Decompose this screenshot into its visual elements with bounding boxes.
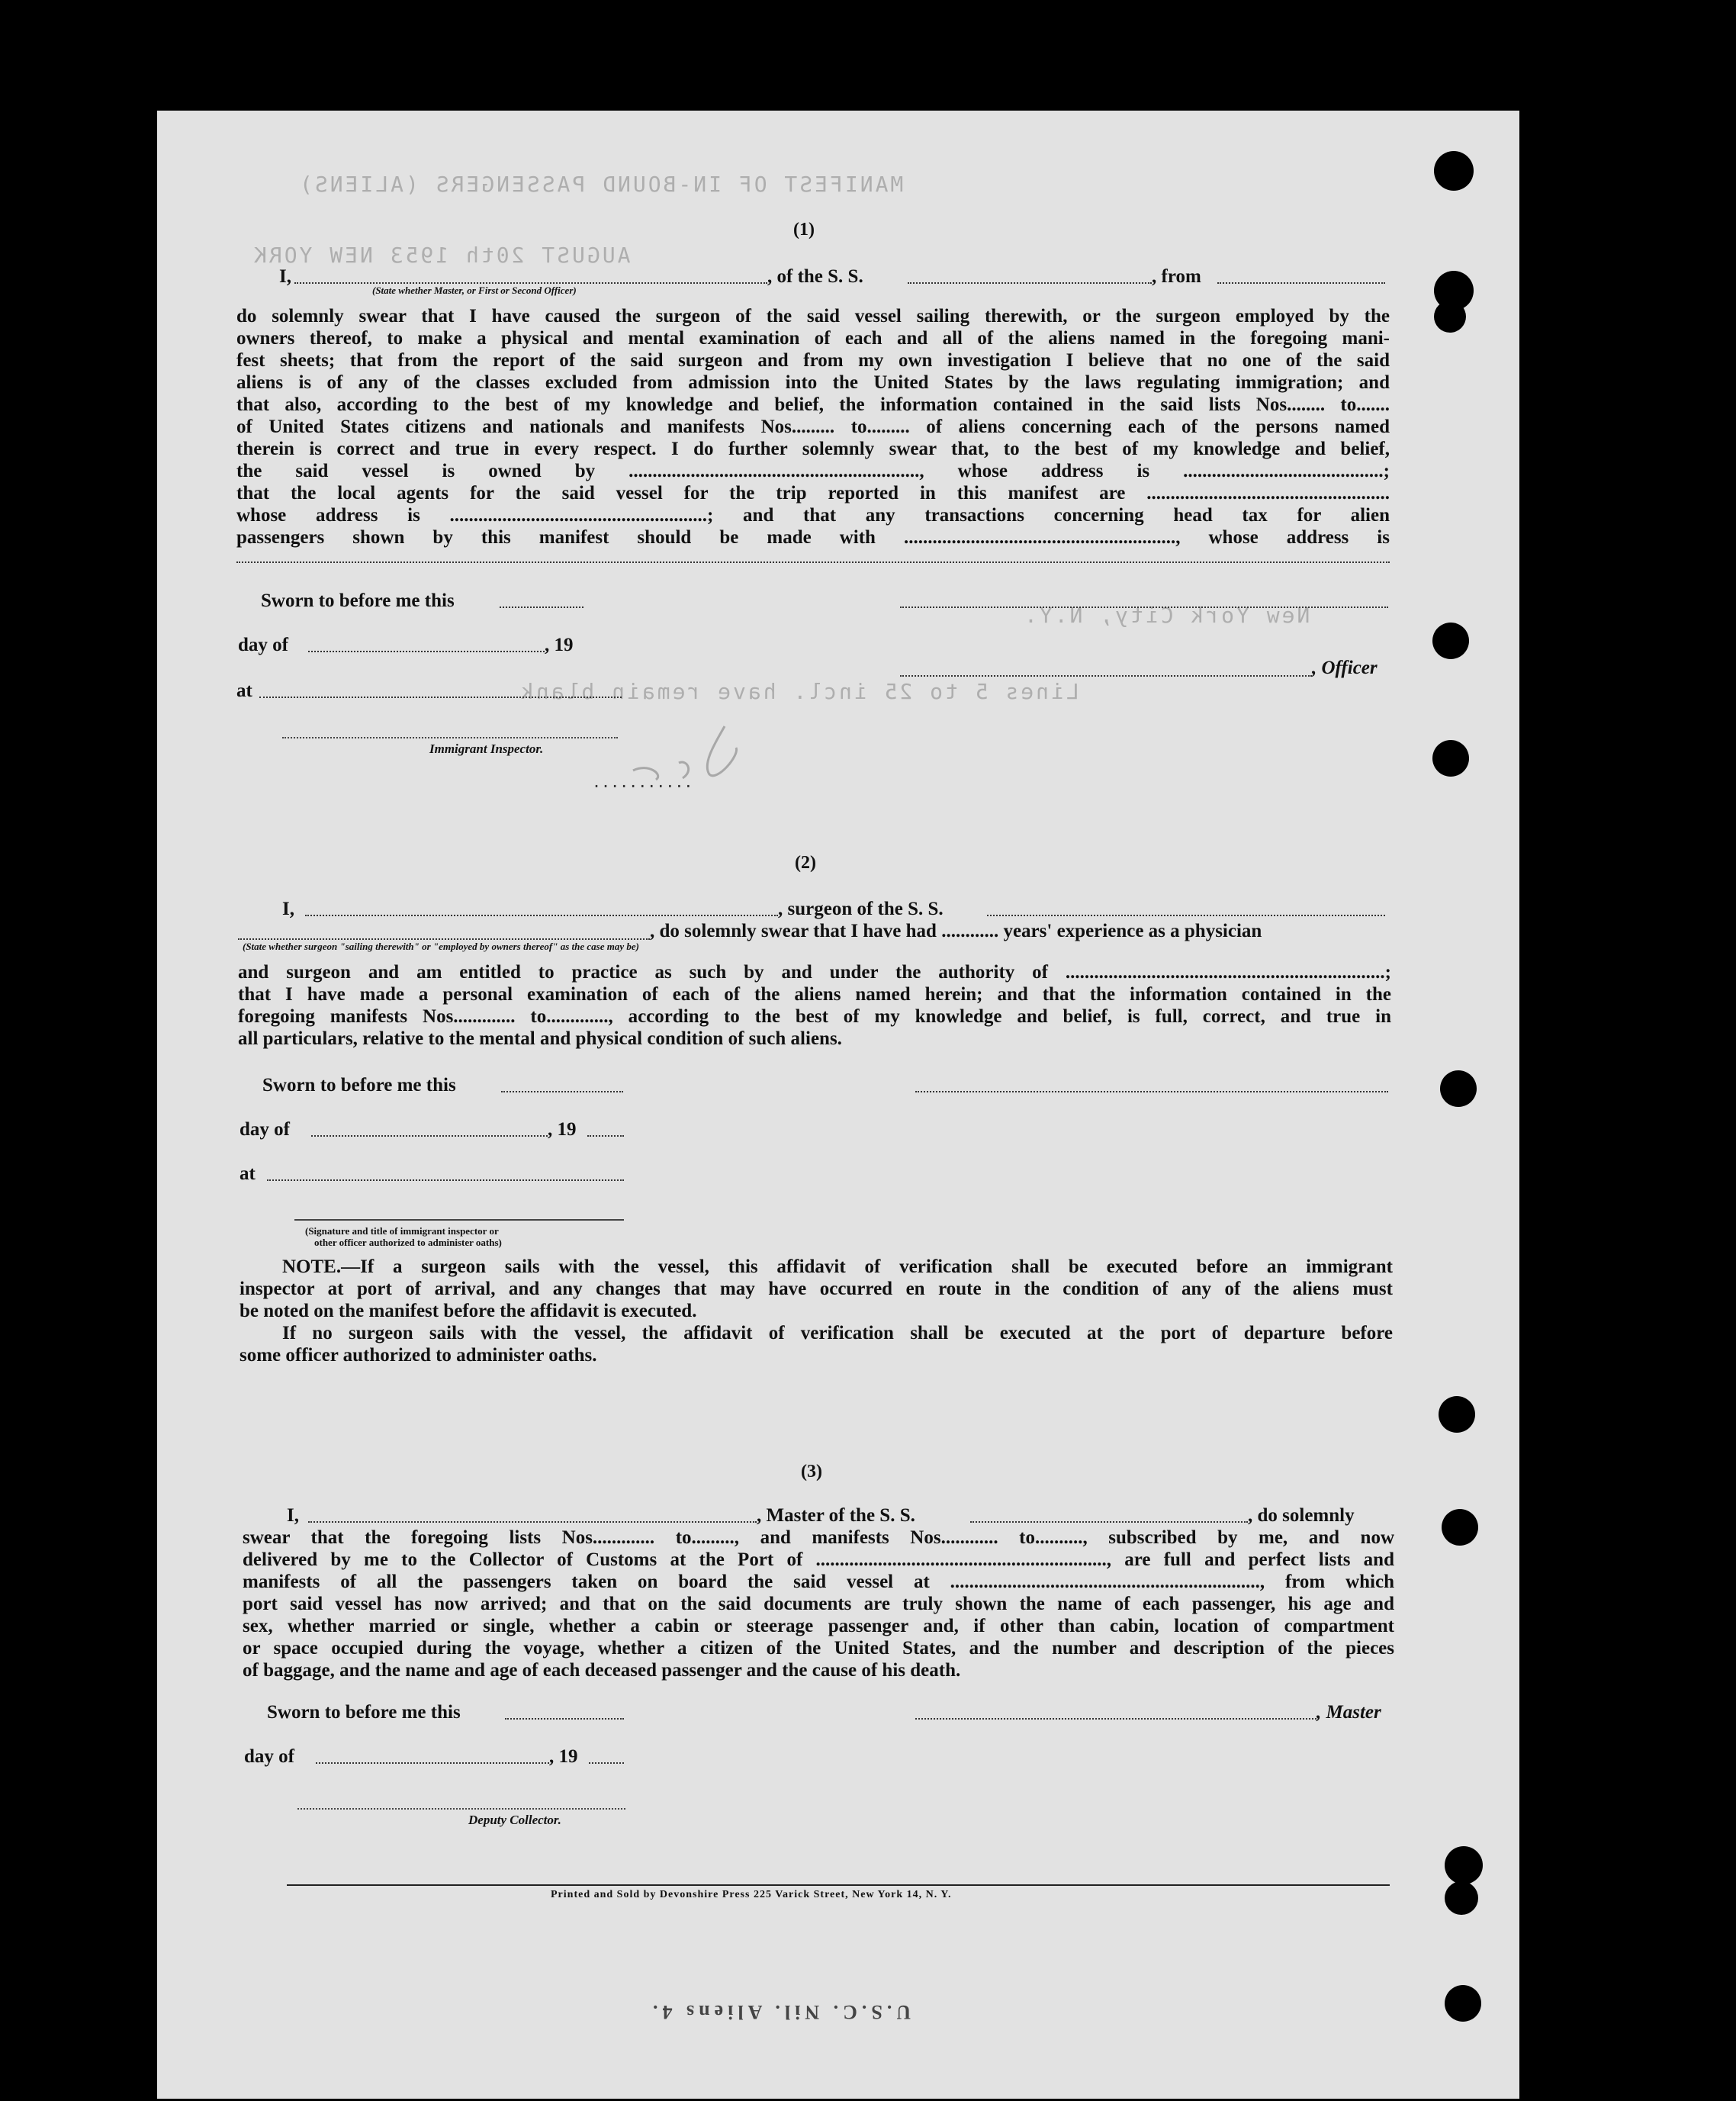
at-place-field[interactable] — [267, 1179, 624, 1181]
officer-signature-field[interactable] — [900, 606, 1388, 608]
master-label: , Master — [1316, 1702, 1381, 1723]
oath-i: I, — [287, 1505, 299, 1526]
sworn-date-field[interactable] — [500, 606, 583, 608]
surgeon-status-field[interactable] — [238, 938, 650, 940]
sig-hint: (Signature and title of immigrant inspector or — [305, 1225, 499, 1237]
sworn-label: Sworn to before me this — [262, 1075, 456, 1096]
address-continuation-field[interactable] — [236, 561, 1390, 563]
sworn-date-field[interactable] — [505, 1718, 624, 1720]
experience-line: , do solemnly swear that I have had ............ years' experience as a physician — [650, 921, 1262, 941]
year-field[interactable] — [587, 1135, 624, 1137]
ship-name-field[interactable] — [908, 282, 1152, 284]
at-place-field[interactable] — [259, 697, 622, 698]
day-of-label: day of — [238, 635, 288, 655]
oath-i: I, — [282, 899, 294, 919]
from-port-field[interactable] — [1217, 282, 1385, 284]
oath-body-line: fest sheets; that from the report of the said surgeon and from my own investigation I believe that no one of the said — [236, 350, 1390, 371]
officer-label: , Officer — [1312, 658, 1378, 678]
footer-rule — [287, 1884, 1390, 1886]
note-line: inspector at port of arrival, and any changes that may have occurred en route in the condition of any of the aliens must — [240, 1279, 1393, 1299]
sworn-label: Sworn to before me this — [261, 590, 455, 611]
officer-line-field[interactable] — [900, 675, 1312, 677]
inspector-label: Immigrant Inspector. — [429, 742, 544, 756]
year-label: , 19 — [548, 1119, 577, 1140]
surgeon-signature-field[interactable] — [915, 1091, 1388, 1092]
sworn-date-field[interactable] — [501, 1091, 623, 1092]
officer-name-field[interactable] — [294, 282, 767, 284]
surgeon-name-field[interactable] — [305, 915, 778, 916]
oath-body-line: manifests of all the passengers taken on board the said vessel at ................................................................., from which — [243, 1572, 1394, 1592]
oath-body-line: delivered by me to the Collector of Customs at the Port of ............................................................., are full and perfect lists and — [243, 1549, 1394, 1570]
bottom-stamp: U.S.C. Nil. Aliens 4. — [648, 2001, 911, 2023]
oath-body-line: whose address is ......................................................; and that any transactions concerning head tax for alien — [236, 505, 1390, 526]
oath-body-line: do solemnly swear that I have caused the surgeon of the said vessel sailing therewith, or the surgeon employed by the — [236, 306, 1390, 327]
inspector-signature-line[interactable] — [294, 1219, 624, 1221]
deputy-label: Deputy Collector. — [468, 1813, 561, 1827]
bleed-through-text: New York City, N.Y. — [1022, 603, 1310, 628]
at-label: at — [240, 1163, 256, 1184]
section-number: (2) — [795, 853, 816, 873]
note-line: some officer authorized to administer oaths. — [240, 1345, 597, 1366]
from-label: , from — [1152, 266, 1201, 287]
master-name-field[interactable] — [308, 1521, 757, 1523]
do-solemnly-label: , do solemnly — [1248, 1505, 1355, 1526]
year-label: , 19 — [549, 1746, 578, 1767]
oath-body-line: of United States citizens and nationals and manifests Nos......... to......... of aliens concerning each of the persons named — [236, 417, 1390, 437]
day-of-field[interactable] — [316, 1762, 549, 1764]
oath-body-line: port said vessel has now arrived; and that on the said documents are truly shown the name of each passenger, his age and — [243, 1594, 1394, 1614]
oath-body-line: aliens is of any of the classes excluded from admission into the United States by the laws regulating immigration; and — [236, 372, 1390, 393]
bleed-through-text: Lines 5 to 25 incl. have remain blank — [519, 679, 1079, 704]
printer-imprint: Printed and Sold by Devonshire Press 225 Varick Street, New York 14, N. Y. — [551, 1889, 952, 1900]
bleed-through-text: AUGUST 20th 1953 NEW YORK — [252, 243, 631, 268]
note-line: If no surgeon sails with the vessel, the affidavit of verification shall be executed at the port of departure before — [282, 1323, 1393, 1343]
oath-body-line: of baggage, and the name and age of each deceased passenger and the cause of his death. — [243, 1660, 961, 1681]
day-of-field[interactable] — [311, 1135, 548, 1137]
day-of-label: day of — [244, 1746, 294, 1767]
sig-hint: other officer authorized to administer oaths) — [314, 1237, 502, 1248]
at-label: at — [236, 680, 252, 701]
master-signature-field[interactable] — [915, 1718, 1316, 1720]
year-label: , 19 — [545, 635, 574, 655]
oath-body-line: owners thereof, to make a physical and mental examination of each and all of the aliens named in the foregoing mani- — [236, 328, 1390, 349]
inspector-signature-line[interactable] — [282, 737, 618, 738]
oath-body-line: that also, according to the best of my knowledge and belief, the information contained in the said lists Nos........ to....... — [236, 394, 1390, 415]
oath-i: I, — [279, 266, 291, 287]
section-number: (1) — [793, 220, 815, 240]
oath-body-line: and surgeon and am entitled to practice as such by and under the authority of ...................................................................; — [238, 962, 1391, 983]
of-the-ss-label: , of the S. S. — [767, 266, 863, 287]
handwritten-signature — [587, 717, 770, 793]
master-of-label: , Master of the S. S. — [757, 1505, 915, 1526]
surgeon-ship-field[interactable] — [987, 915, 1385, 916]
oath-body-line: that I have made a personal examination of each of the aliens named herein; and that the information contained in the — [238, 984, 1391, 1005]
oath-body-line: that the local agents for the said vessel for the trip reported in this manifest are ................................................... — [236, 483, 1390, 504]
bleed-through-text: MANIFEST OF IN-BOUND PASSENGERS (ALIENS) — [297, 172, 904, 197]
oath-body-line: the said vessel is owned by ............................................................., whose address is ..........................................; — [236, 461, 1390, 481]
oath-body-line: foregoing manifests Nos............. to............., according to the best of my knowledge and belief, is full, correct, and true in — [238, 1006, 1391, 1027]
day-of-label: day of — [240, 1119, 290, 1140]
section-number: (3) — [801, 1462, 822, 1482]
surgeon-hint: (State whether surgeon "sailing therewith" or "employed by owners thereof" as the case may be) — [243, 941, 639, 952]
surgeon-of-label: , surgeon of the S. S. — [778, 899, 944, 919]
year-field[interactable] — [589, 1762, 624, 1764]
deputy-signature-line[interactable] — [297, 1808, 625, 1810]
oath-body-line: swear that the foregoing lists Nos............. to........., and manifests Nos............ to.........., subscribed by me, and now — [243, 1527, 1394, 1548]
day-of-field[interactable] — [308, 651, 545, 652]
oath-body-line: all particulars, relative to the mental and physical condition of such aliens. — [238, 1028, 842, 1049]
oath-body-line: therein is correct and true in every respect. I do further solemnly swear that, to the best of my knowledge and belief, — [236, 439, 1390, 459]
sworn-label: Sworn to before me this — [267, 1702, 461, 1723]
oath-body-line: or space occupied during the voyage, whether a citizen of the United States, and the number and description of the pieces — [243, 1638, 1394, 1659]
master-ship-field[interactable] — [970, 1521, 1248, 1523]
note-line: be noted on the manifest before the affidavit is executed. — [240, 1301, 697, 1321]
oath-body-line: passengers shown by this manifest should be made with ........................................................., whose address is — [236, 527, 1390, 548]
officer-hint: (State whether Master, or First or Second Officer) — [372, 285, 577, 296]
oath-body-line: sex, whether married or single, whether a cabin or steerage passenger and, if other than cabin, location of compartment — [243, 1616, 1394, 1636]
note-line: NOTE.—If a surgeon sails with the vessel, this affidavit of verification shall be executed before an immigrant — [282, 1256, 1393, 1277]
svg-text:...........: ........... — [592, 773, 693, 791]
